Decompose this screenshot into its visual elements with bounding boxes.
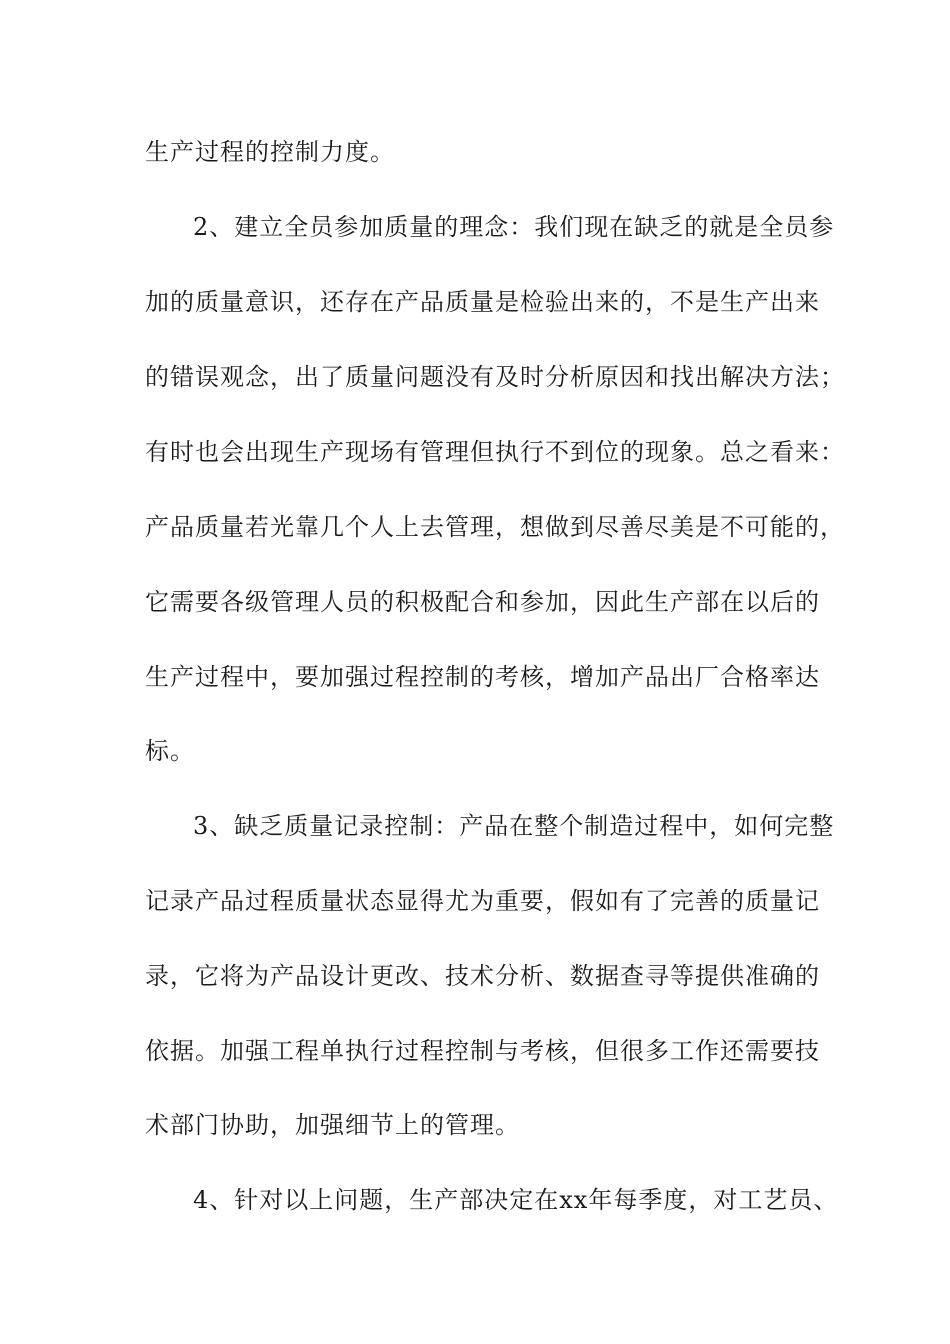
text-line: 标。 [145,737,195,765]
paragraph-3-start: 3、缺乏质量记录控制：产品在整个制造过程中，如何完整 [193,812,835,840]
text-line: 有时也会出现生产现场有管理但执行不到位的现象。总之看来： [145,438,845,466]
text-line: 记录产品过程质量状态显得尤为重要，假如有了完善的质量记 [145,887,820,915]
text-line: 录，它将为产品设计更改、技术分析、数据查寻等提供准确的 [145,962,820,990]
paragraph-4-start: 4、针对以上问题，生产部决定在xx年每季度，对工艺员、 [193,1186,839,1214]
text-line: 的错误观念，出了质量问题没有及时分析原因和找出解决方法； [145,363,845,391]
text-line: 生产过程的控制力度。 [145,138,395,166]
text-line: 加的质量意识，还存在产品质量是检验出来的，不是生产出来 [145,288,820,316]
paragraph-2-start: 2、建立全员参加质量的理念：我们现在缺乏的就是全员参 [193,213,835,241]
text-line: 生产过程中，要加强过程控制的考核，增加产品出厂合格率达 [145,663,820,691]
text-line: 术部门协助，加强细节上的管理。 [145,1111,520,1139]
text-line: 产品质量若光靠几个人上去管理，想做到尽善尽美是不可能的， [145,513,845,541]
text-line: 依据。加强工程单执行过程控制与考核，但很多工作还需要技 [145,1037,820,1065]
text-line: 它需要各级管理人员的积极配合和参加，因此生产部在以后的 [145,588,820,616]
